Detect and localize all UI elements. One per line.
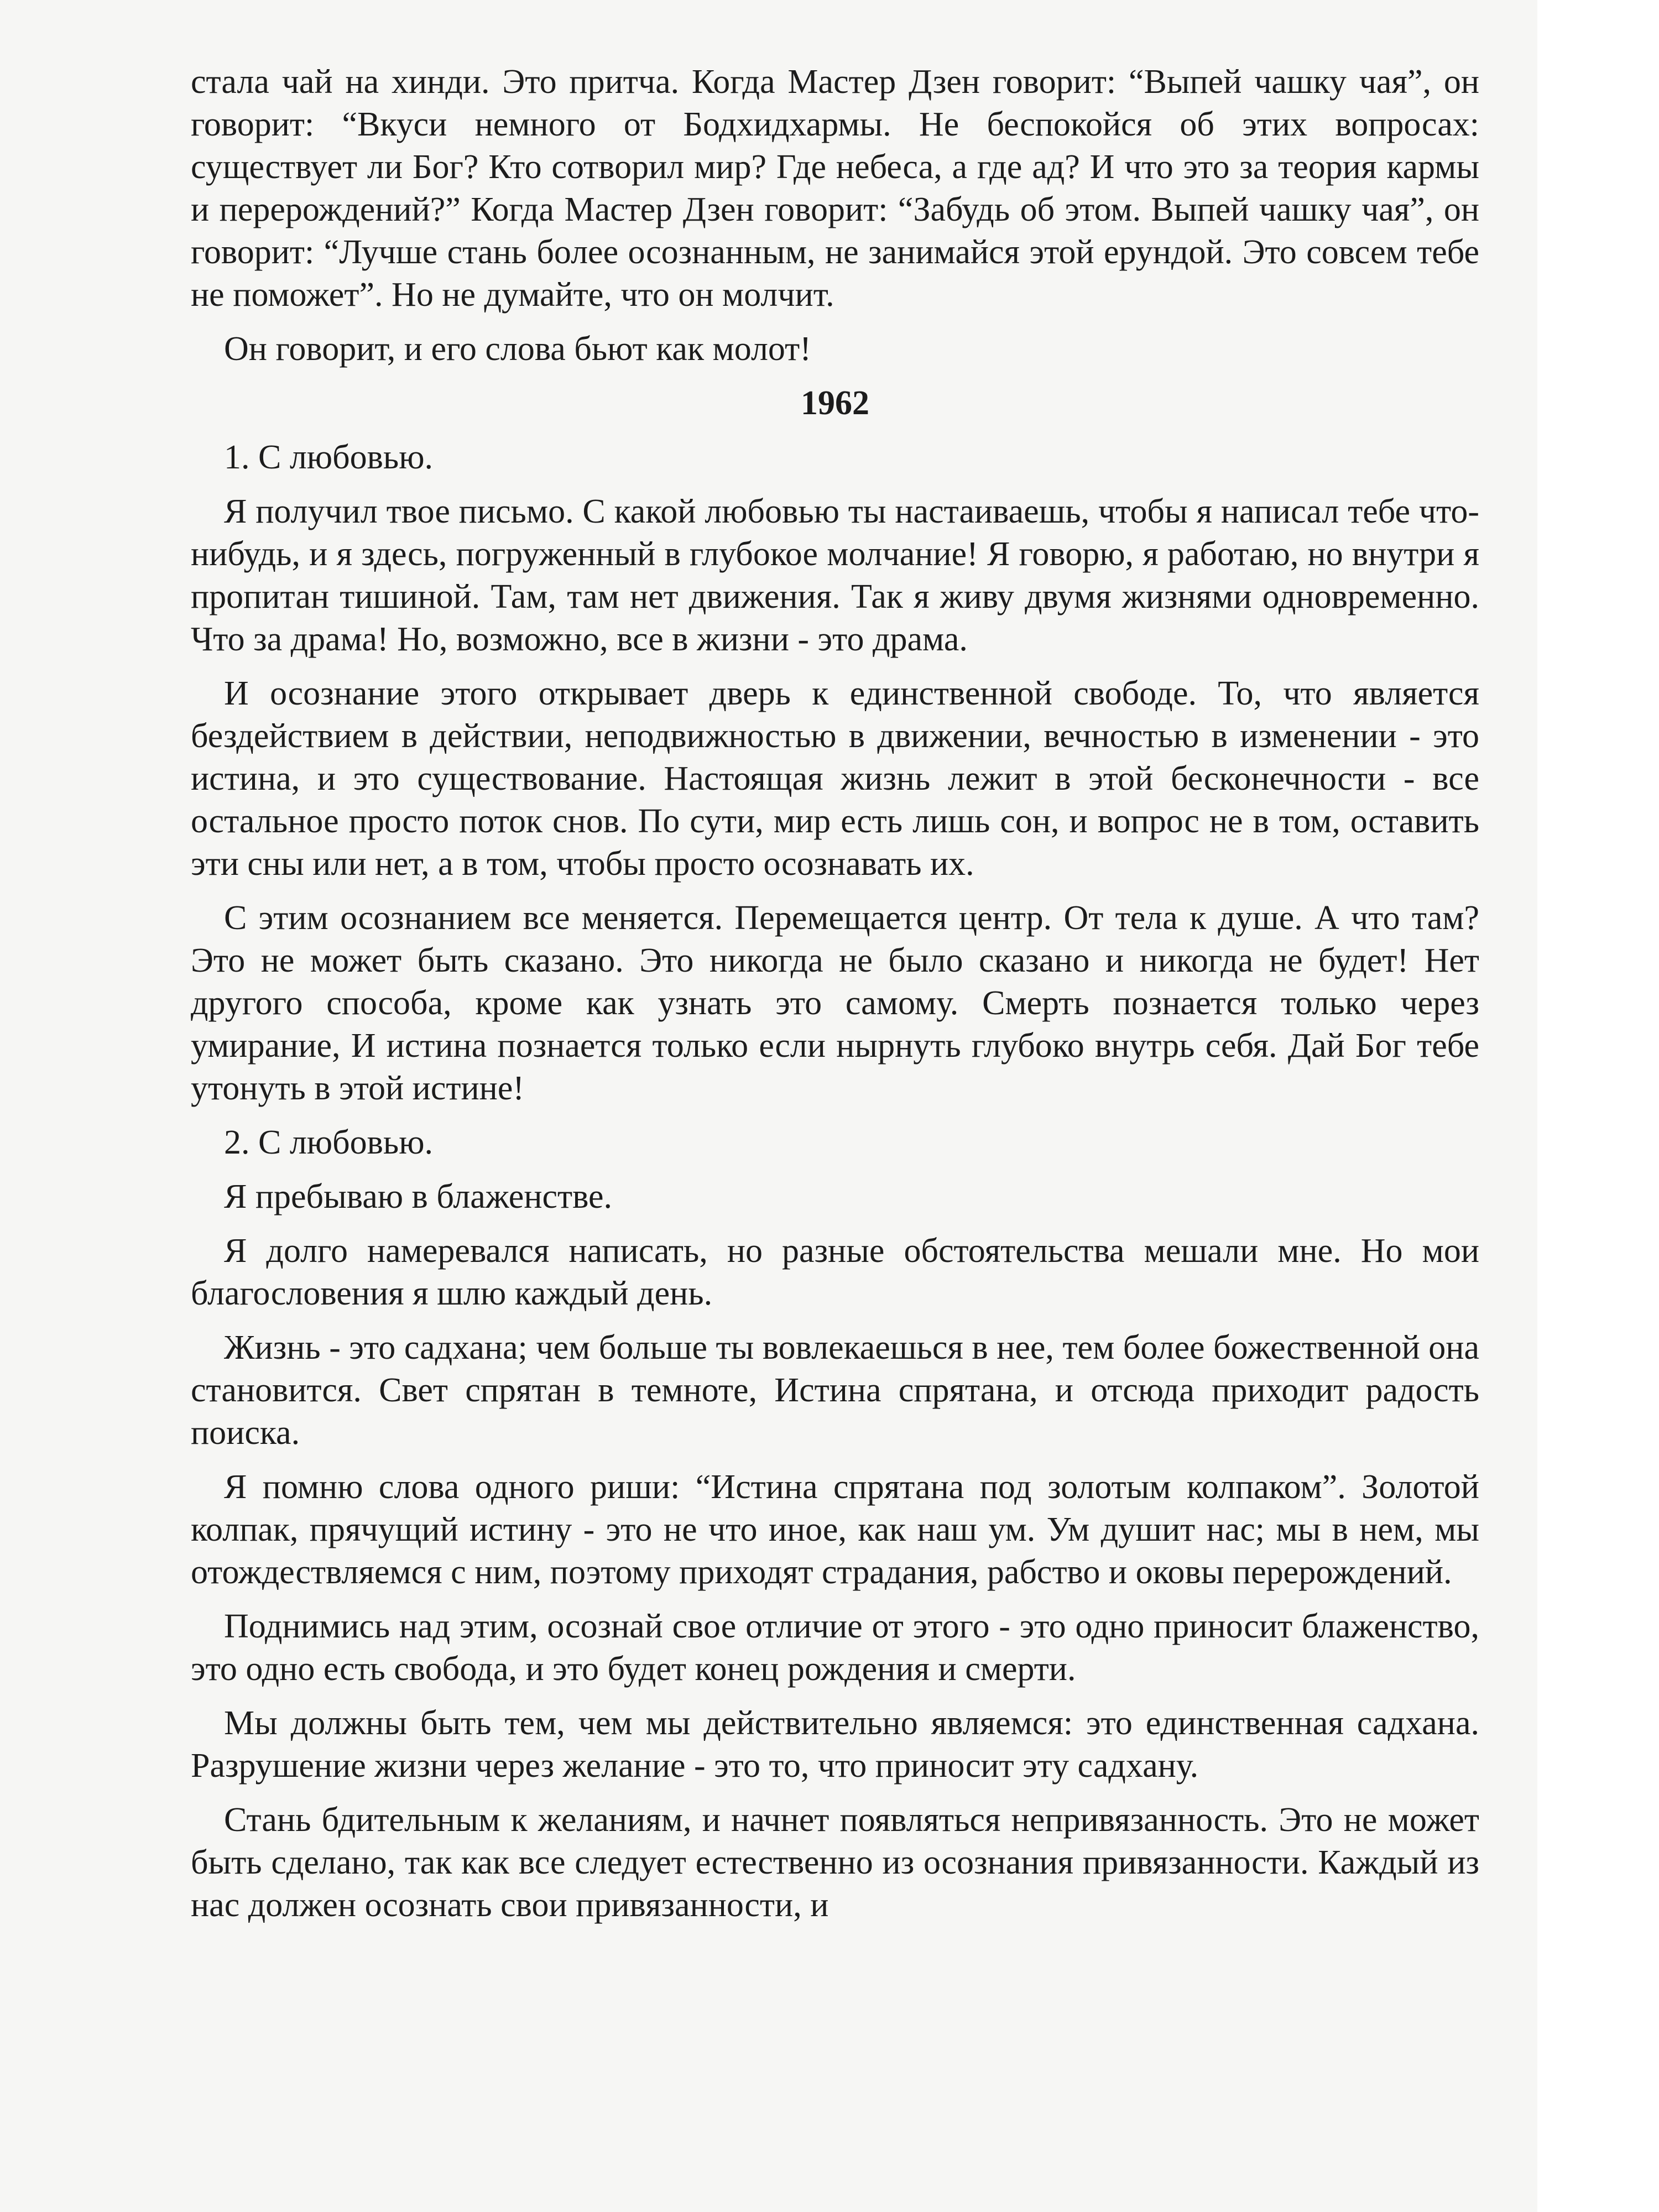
paragraph: Поднимись над этим, осознай свое отличие от этого - это одно приносит блаженство, это одно есть свобода, и это будет конец рождения и смерти. xyxy=(191,1608,1479,1688)
paragraph: 2. С любовью. xyxy=(224,1124,434,1161)
paragraph: Мы должны быть тем, чем мы действительно являемся: это единственная садхана. Разрушение жизни через желание - это то, что приносит эту садхану. xyxy=(191,1704,1479,1785)
page-edge xyxy=(1537,0,1659,2212)
paragraph: Я получил твое письмо. С какой любовью ты настаиваешь, чтобы я написал тебе что-нибудь, и я здесь, погруженный в глубокое молчание! Я говорю, я работаю, но внутри я пропитан тишиной. Там, там нет движения. Так я живу двумя жизнями одновременно. Что за драма! Но, возможно, все в жизни - это драма. xyxy=(191,493,1479,658)
paragraph: С этим осознанием все меняется. Перемещается центр. От тела к душе. А что там? Это не может быть сказано. Это никогда не было сказано и никогда не будет! Нет другого способа, кроме как узнать это самому. Смерть познается только через умирание, И истина познается только если нырнуть глубоко внутрь себя. Дай Бог тебе утонуть в этой истине! xyxy=(191,899,1479,1107)
page-text xyxy=(191,61,1479,1938)
paragraph: Я помню слова одного риши: “Истина спрятана под золотым колпаком”. Золотой колпак, прячущий истину - это не что иное, как наш ум. Ум душит нас; мы в нем, мы отождествляемся с ним, поэтому приходят страдания, рабство и оковы перерождений. xyxy=(191,1468,1479,1591)
paragraph: стала чай на хинди. Это притча. Когда Мастер Дзен говорит: “Выпей чашку чая”, он говорит: “Вкуси немного от Бодхидхармы. Не беспокойся об этих вопросах: существует ли Бог? Кто сотворил мир? Где небеса, а где ад? И что это за теория кармы и перерождений?” Когда Мастер Дзен говорит: “Забудь об этом. Выпей чашку чая”, он говорит: “Лучше стань более осознанным, не занимайся этой ерундой. Это совсем тебе не поможет”. Но не думайте, что он молчит. xyxy=(191,63,1479,314)
paragraph: Жизнь - это садхана; чем больше ты вовлекаешься в нее, тем более божественной она становится. Свет спрятан в темноте, Истина спрятана, и отсюда приходит радость поиска. xyxy=(191,1329,1479,1452)
paragraph: И осознание этого открывает дверь к единственной свободе. То, что является бездействием в действии, неподвижностью в движении, вечностью в изменении - это истина, и это существование. Настоящая жизнь лежит в этой бесконечности - все остальное просто поток снов. По сути, мир есть лишь сон, и вопрос не в том, оставить эти сны или нет, а в том, чтобы просто осознавать их. xyxy=(191,675,1479,883)
section-heading: 1962 xyxy=(801,384,869,422)
paragraph: 1. С любовью. xyxy=(224,439,434,476)
paragraph: Я долго намеревался написать, но разные обстоятельства мешали мне. Но мои благословения я шлю каждый день. xyxy=(191,1232,1479,1312)
paragraph: Он говорит, и его слова бьют как молот! xyxy=(224,330,811,368)
paragraph: Я пребываю в блаженстве. xyxy=(224,1178,613,1215)
paragraph: Стань бдительным к желаниям, и начнет появляться непривязанность. Это не может быть сделано, так как все следует естественно из осознания привязанности. Каждый из нас должен осознать свои привязанности, и xyxy=(191,1801,1479,1924)
